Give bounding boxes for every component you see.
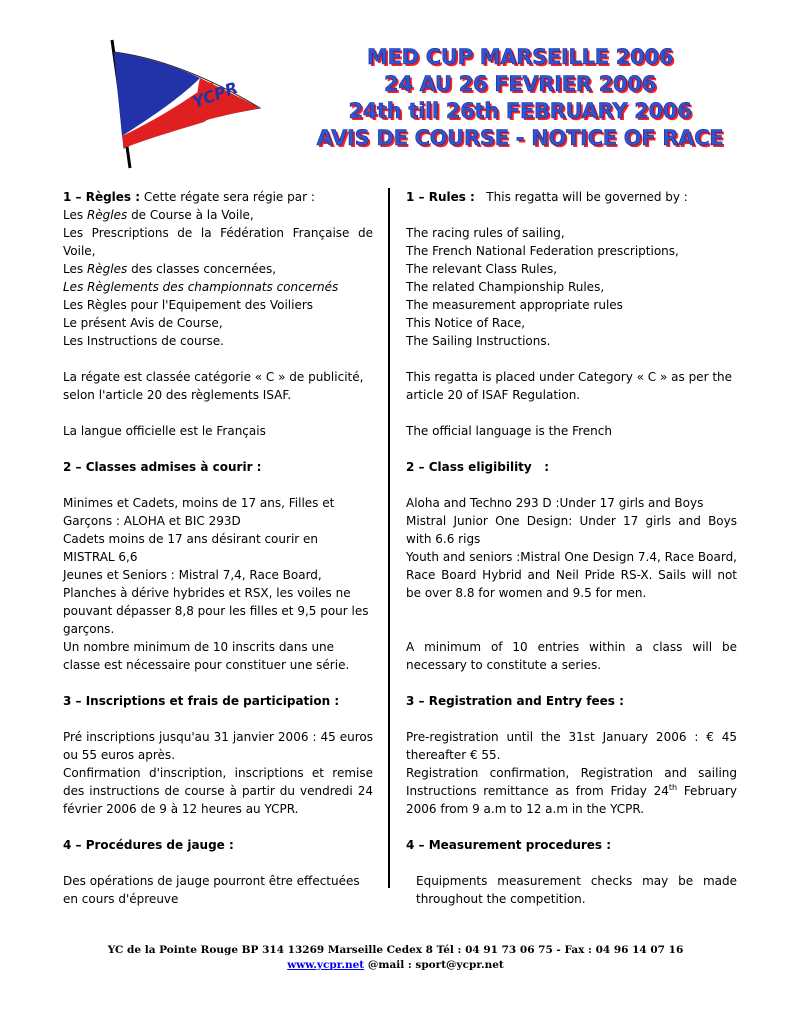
- fr-classes-3: Jeunes et Seniors : Mistral 7,4, Race Board, Planches à dérive hybrides et RSX, les voiles ne pouvant dépasser 8,8 pour les filles et 9,5 pour les garçons.: [63, 568, 369, 636]
- en-section-2-heading: 2 – Class eligibility :: [406, 460, 550, 474]
- fr-section-1-intro: Cette régate sera régie par :: [140, 190, 315, 204]
- en-rule-2: The French National Federation prescriptions,: [406, 244, 679, 258]
- en-section-3-heading: 3 – Registration and Entry fees :: [406, 694, 624, 708]
- column-divider: [388, 188, 390, 888]
- en-classes-3: Youth and seniors :Mistral One Design 7.4, Race Board, Race Board Hybrid and Neil Pride RS-X. Sails will not be over 8.8 for women and 9.5 for men.: [406, 550, 737, 600]
- fr-rule-1a: Les: [63, 208, 87, 222]
- en-section-1-intro: This regatta will be governed by :: [474, 190, 688, 204]
- fr-section-2-heading: 2 – Classes admises à courir :: [63, 460, 262, 474]
- fr-rule-4: Les Règlements des championnats concernés: [63, 280, 339, 294]
- fr-fees-2: Confirmation d'inscription, inscriptions et remise des instructions de course à partir du vendredi 24 février 2006 de 9 à 12 heures au YCPR.: [63, 766, 373, 816]
- footer-address: YC de la Pointe Rouge BP 314 13269 Marseille Cedex 8 Tél : 04 91 73 06 75 - Fax : 04 96 14 07 16: [107, 944, 684, 956]
- en-classes-1: Aloha and Techno 293 D :Under 17 girls and Boys: [406, 496, 704, 510]
- fr-rule-3b: Règles: [86, 262, 128, 276]
- en-classes-2: Mistral Junior One Design: Under 17 girls and Boys with 6.6 rigs: [406, 514, 737, 546]
- fr-classes-4: Un nombre minimum de 10 inscrits dans une classe est nécessaire pour constituer une série.: [63, 640, 350, 672]
- fr-rule-5: Les Règles pour l'Equipement des Voiliers: [63, 298, 314, 312]
- en-rule-4: The related Championship Rules,: [406, 280, 605, 294]
- footer: [0, 943, 791, 973]
- fr-measurement: Des opérations de jauge pourront être effectuées en cours d'épreuve: [63, 874, 360, 906]
- ycpr-pennant-logo: [100, 38, 265, 170]
- fr-rule-6: Le présent Avis de Course,: [63, 316, 223, 330]
- en-measurement: Equipments measurement checks may be made throughout the competition.: [416, 874, 737, 906]
- en-classes-4: A minimum of 10 entries within a class will be necessary to constitute a series.: [406, 640, 737, 672]
- en-fees-1: Pre-registration until the 31st January 2006 : € 45 thereafter € 55.: [406, 730, 737, 762]
- english-column: [406, 188, 737, 908]
- fr-fees-1: Pré inscriptions jusqu'au 31 janvier 2006 : 45 euros ou 55 euros après.: [63, 730, 373, 762]
- fr-rule-1c: de Course à la Voile,: [127, 208, 254, 222]
- fr-classes-1: Minimes et Cadets, moins de 17 ans, Filles et Garçons : ALOHA et BIC 293D: [63, 496, 335, 528]
- title-line-2: 24 AU 26 FEVRIER 2006: [384, 72, 656, 96]
- fr-rule-1b: Règles: [86, 208, 128, 222]
- website-link[interactable]: www.ycpr.net: [287, 959, 365, 971]
- page-title: [300, 44, 740, 152]
- fr-publicity: La régate est classée catégorie « C » de publicité, selon l'article 20 des règlements ISAF.: [63, 370, 364, 402]
- fr-section-1-heading: 1 – Règles :: [63, 190, 141, 204]
- en-fees-2-sup: th: [668, 783, 678, 792]
- en-publicity: This regatta is placed under Category « C » as per the article 20 of ISAF Regulation.: [406, 370, 733, 402]
- en-section-4-heading: 4 – Measurement procedures :: [406, 838, 612, 852]
- title-line-3: 24th till 26th FEBRUARY 2006: [348, 99, 692, 123]
- footer-mail: @mail : sport@ycpr.net: [364, 959, 504, 971]
- en-rule-6: This Notice of Race,: [406, 316, 526, 330]
- fr-rule-7: Les Instructions de course.: [63, 334, 224, 348]
- en-fees-2b: February 2006 from 9 a.m to 12 a.m in the YCPR.: [406, 784, 737, 816]
- en-rule-3: The relevant Class Rules,: [406, 262, 558, 276]
- fr-rule-3c: des classes concernées,: [127, 262, 277, 276]
- title-line-1: MED CUP MARSEILLE 2006: [366, 45, 674, 69]
- fr-section-3-heading: 3 – Inscriptions et frais de participation :: [63, 694, 340, 708]
- fr-classes-2: Cadets moins de 17 ans désirant courir en MISTRAL 6,6: [63, 532, 319, 564]
- en-section-1-heading: 1 – Rules :: [406, 190, 475, 204]
- en-language: The official language is the French: [406, 424, 612, 438]
- en-rule-7: The Sailing Instructions.: [406, 334, 551, 348]
- en-rule-1: The racing rules of sailing,: [406, 226, 565, 240]
- fr-rule-2: Les Prescriptions de la Fédération Française de Voile,: [63, 226, 373, 258]
- en-rule-5: The measurement appropriate rules: [406, 298, 623, 312]
- fr-language: La langue officielle est le Français: [63, 424, 266, 438]
- en-fees-2a: Registration confirmation, Registration and sailing Instructions remittance as from Friday 24: [406, 766, 737, 798]
- title-line-4: AVIS DE COURSE - NOTICE OF RACE: [316, 126, 724, 150]
- fr-rule-3a: Les: [63, 262, 87, 276]
- french-column: [63, 188, 373, 908]
- fr-section-4-heading: 4 – Procédures de jauge :: [63, 838, 234, 852]
- logo-text: YCPR: [189, 77, 241, 112]
